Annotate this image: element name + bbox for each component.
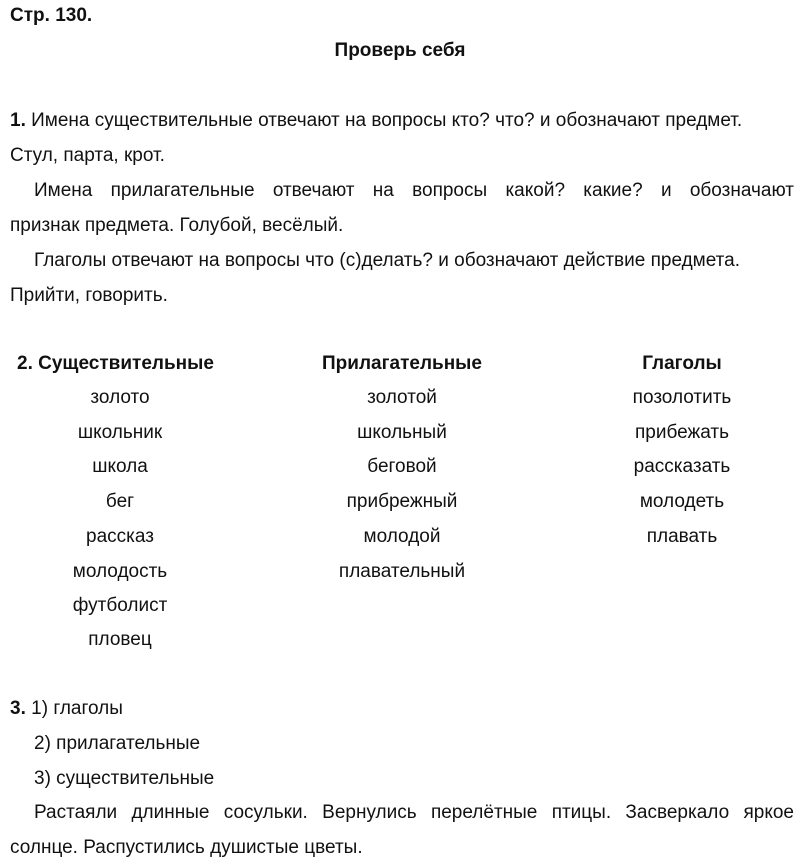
task-1-p2-line-1: Имена прилагательные отвечают на вопросы какой? какие? и обозначают: [34, 180, 794, 201]
task-1-number: 1.: [10, 110, 26, 131]
task-2-number: 2.: [17, 353, 33, 374]
word-item: школьный: [357, 422, 447, 443]
task-1-p3-line-2: Прийти, говорить.: [10, 285, 168, 306]
word-item: пловец: [88, 629, 152, 650]
word-item: молодость: [72, 561, 168, 582]
word-item: плавательный: [338, 561, 466, 582]
word-item: беговой: [367, 456, 437, 477]
task-1-line-1: [10, 109, 742, 133]
word-item: золотой: [367, 387, 437, 408]
word-item: школа: [92, 456, 148, 477]
task-1-p3-line-1: Глаголы отвечают на вопросы что (с)делать? и обозначают действие предмета.: [34, 250, 741, 271]
task-3-text-line-1: Растаяли длинные сосульки. Вернулись перелётные птицы. Засверкало яркое: [34, 802, 794, 823]
task-3-number: 3.: [10, 698, 26, 719]
word-item: рассказать: [633, 456, 731, 477]
word-item: бег: [105, 491, 135, 512]
task-3-item-1-text: 1) глаголы: [31, 698, 123, 719]
word-item: прибежать: [635, 422, 729, 443]
word-item: молодеть: [639, 491, 725, 512]
task-3-item-3: 3) существительные: [34, 768, 215, 789]
task-1-p1-line-1: Имена существительные отвечают на вопросы кто? что? и обозначают предмет.: [31, 110, 743, 131]
column-header: Глаголы: [642, 353, 722, 374]
page-label: Стр. 130.: [10, 5, 93, 26]
task-1-p1-line-2: Стул, парта, крот.: [10, 145, 165, 166]
word-item: плавать: [646, 526, 718, 547]
word-item: рассказ: [86, 526, 154, 547]
task-1-p2-line-2: признак предмета. Голубой, весёлый.: [10, 215, 344, 236]
column-header: Существительные: [38, 353, 214, 374]
column-header: Прилагательные: [322, 353, 482, 374]
word-item: футболист: [72, 595, 168, 616]
task-2-header-nouns: [17, 352, 214, 376]
word-item: прибрежный: [346, 491, 458, 512]
task-3-item-1: [10, 697, 123, 721]
word-item: молодой: [363, 526, 441, 547]
page-title: Проверь себя: [334, 40, 466, 61]
word-item: школьник: [77, 422, 163, 443]
word-item: позолотить: [632, 387, 732, 408]
task-3-item-2: 2) прилагательные: [34, 733, 201, 754]
task-3-text-line-2: солнце. Распустились душистые цветы.: [10, 837, 363, 858]
word-item: золото: [90, 387, 150, 408]
